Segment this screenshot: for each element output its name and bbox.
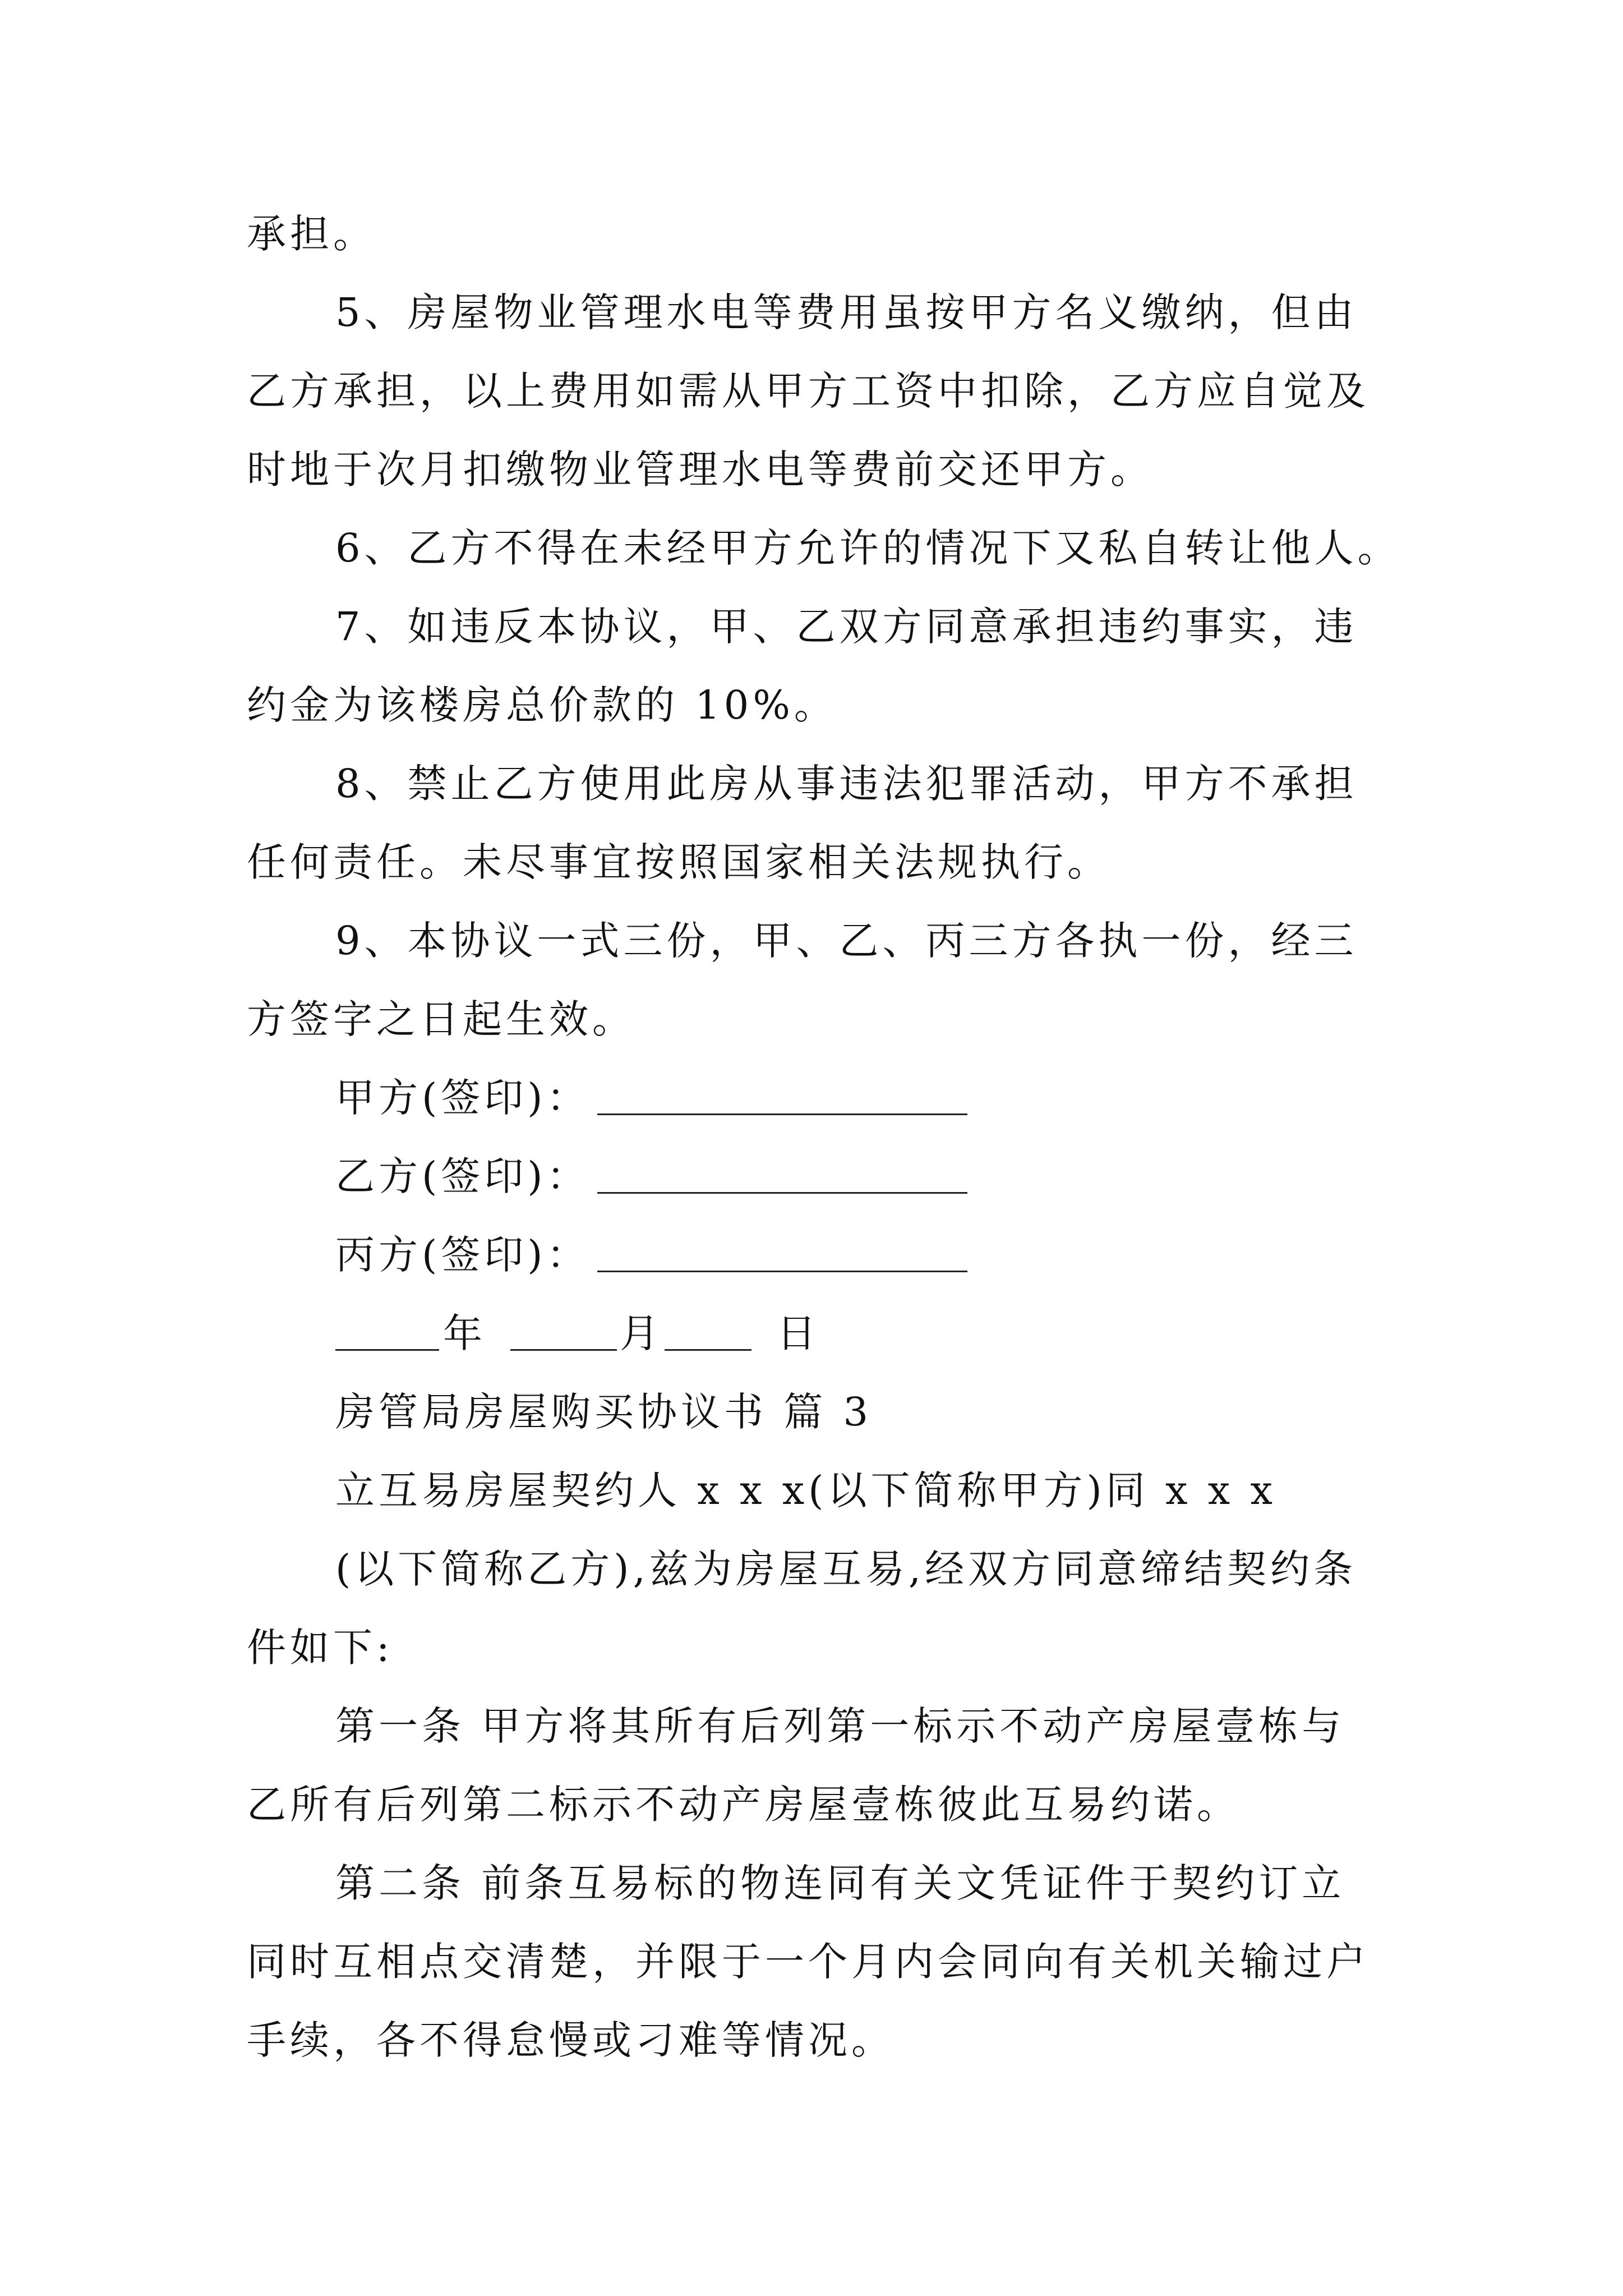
text-line: 乙方承担，以上费用如需从甲方工资中扣除，乙方应自觉及: [247, 368, 1370, 414]
date-month-blank: [510, 1349, 617, 1351]
text-line: 方签字之日起生效。: [247, 996, 635, 1042]
text-line: 时地于次月扣缴物业管理水电等费前交还甲方。: [247, 447, 1154, 493]
signature-line-party-c: [597, 1271, 967, 1272]
date-year-label: 年: [443, 1310, 486, 1356]
signature-line-party-a: [597, 1114, 967, 1115]
date-month-label: 月: [620, 1310, 663, 1356]
text-line: 第一条 甲方将其所有后列第一标示不动产房屋壹栋与: [335, 1703, 1345, 1749]
date-day-blank: [665, 1349, 751, 1351]
text-line: 约金为该楼房总价款的 10%。: [247, 682, 837, 728]
text-line: 立互易房屋契约人 x x x(以下简称甲方)同 x x x: [335, 1467, 1276, 1513]
date-day-label: 日: [777, 1310, 820, 1356]
section-title: 房管局房屋购买协议书 篇 3: [335, 1389, 873, 1435]
text-line: (以下简称乙方),兹为房屋互易,经双方同意缔结契约条: [335, 1546, 1357, 1592]
text-line: 承担。: [247, 211, 376, 257]
signature-line-party-b: [597, 1192, 967, 1194]
signature-label-party-a: 甲方(签印)：: [335, 1075, 590, 1121]
text-line: 任何责任。未尽事宜按照国家相关法规执行。: [247, 839, 1110, 885]
text-line: 件如下:: [247, 1625, 394, 1671]
signature-label-party-c: 丙方(签印)：: [335, 1232, 590, 1278]
text-line: 7、如违反本协议，甲、乙双方同意承担违约事实，违: [335, 604, 1358, 650]
text-line: 9、本协议一式三份，甲、乙、丙三方各执一份，经三: [335, 918, 1358, 964]
text-line: 5、房屋物业管理水电等费用虽按甲方名义缴纳，但由: [335, 289, 1358, 335]
text-line: 手续，各不得怠慢或刁难等情况。: [247, 2017, 895, 2063]
text-line: 同时互相点交清楚，并限于一个月内会同向有关机关输过户: [247, 1939, 1370, 1985]
text-line: 第二条 前条互易标的物连同有关文凭证件于契约订立: [335, 1860, 1345, 1906]
text-line: 乙所有后列第二标示不动产房屋壹栋彼此互易约诺。: [247, 1782, 1240, 1828]
text-line: 6、乙方不得在未经甲方允许的情况下又私自转让他人。: [335, 525, 1401, 571]
date-year-blank: [335, 1349, 439, 1351]
text-line: 8、禁止乙方使用此房从事违法犯罪活动，甲方不承担: [335, 761, 1358, 807]
signature-label-party-b: 乙方(签印)：: [335, 1153, 590, 1199]
